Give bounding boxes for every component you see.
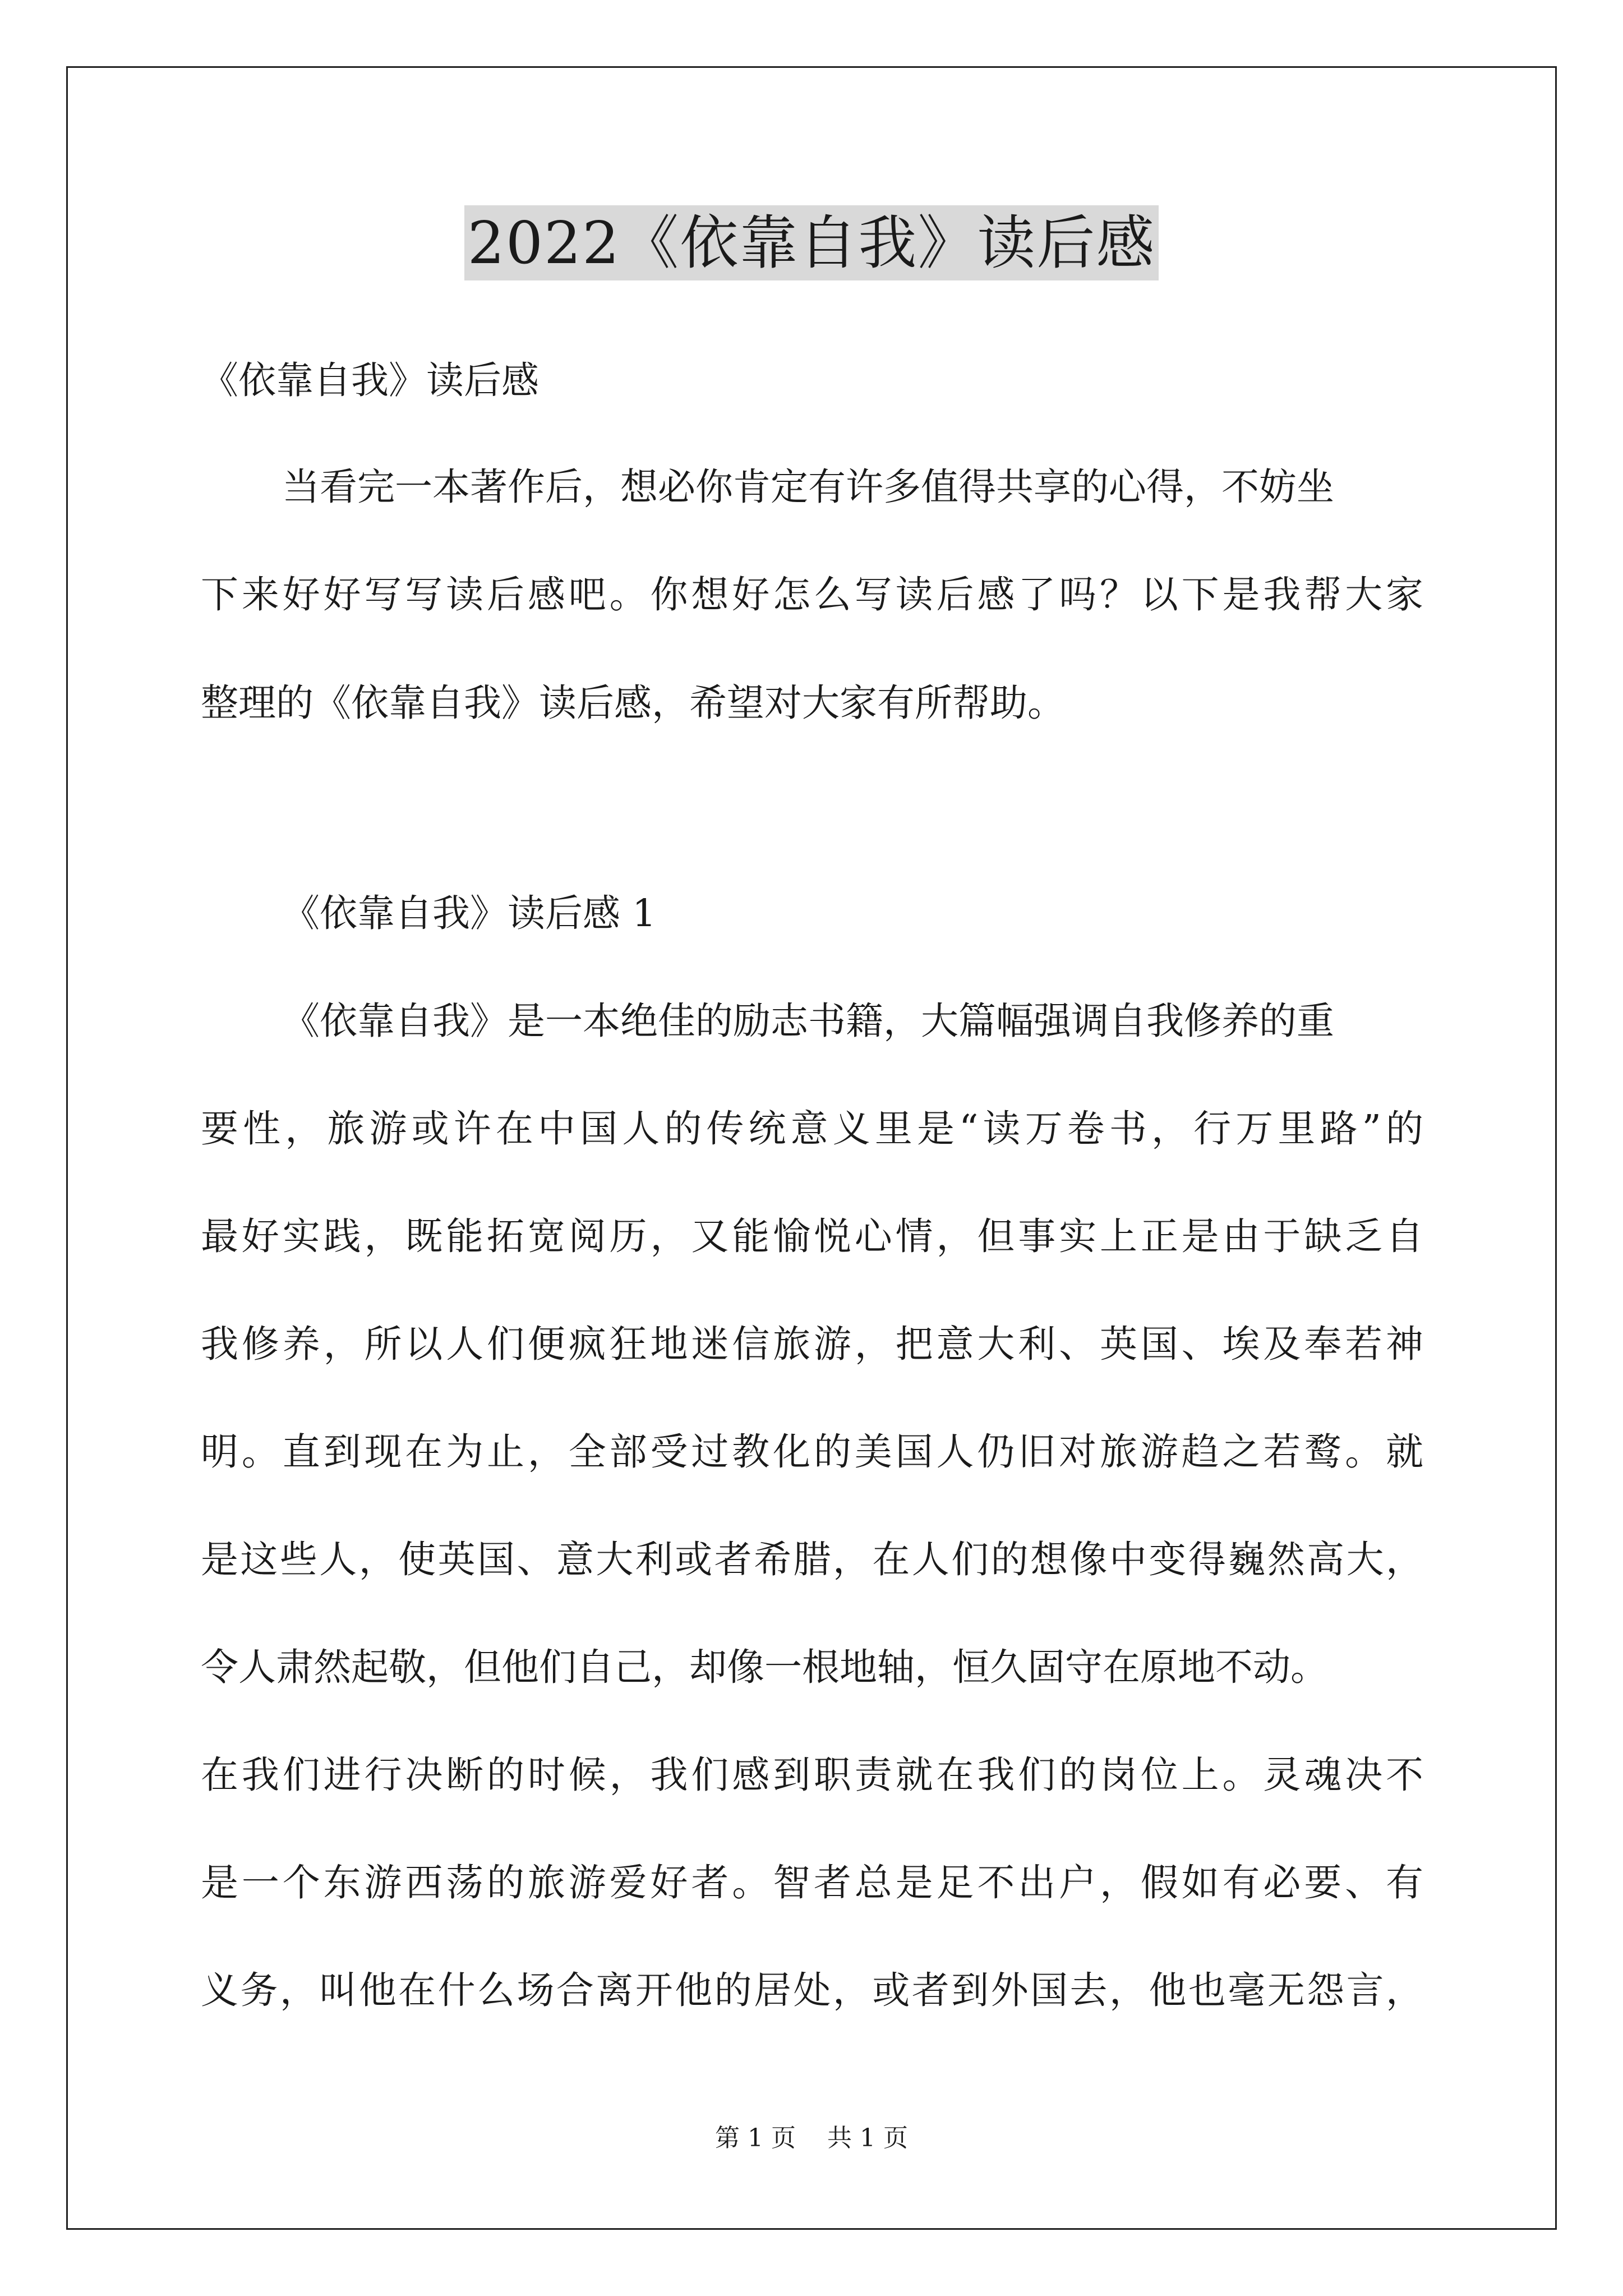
body-line-5: 明。直到现在为止，全部受过教化的美国人仍旧对旅游趋之若鹜。就 bbox=[201, 1430, 1423, 1474]
section-heading: 《依靠自我》读后感 1 bbox=[282, 891, 656, 935]
body-line-8: 在我们进行决断的时候，我们感到职责就在我们的岗位上。灵魂决不 bbox=[201, 1753, 1423, 1797]
body-line-1: 《依靠自我》是一本绝佳的励志书籍，大篇幅强调自我修养的重 bbox=[282, 999, 1334, 1043]
page-total: 共 1 页 bbox=[827, 2124, 908, 2152]
intro-line-3: 整理的《依靠自我》读后感，希望对大家有所帮助。 bbox=[201, 681, 1065, 725]
body-line-6: 是这些人，使英国、意大利或者希腊，在人们的想像中变得巍然高大， bbox=[201, 1538, 1423, 1581]
page-number: 第 1 页 bbox=[715, 2124, 796, 2152]
body-line-10: 义务，叫他在什么场合离开他的居处，或者到外国去，他也毫无怨言， bbox=[201, 1968, 1423, 2012]
body-line-2: 要性，旅游或许在中国人的传统意义里是“读万卷书，行万里路”的 bbox=[201, 1107, 1423, 1151]
body-line-4: 我修养，所以人们便疯狂地迷信旅游，把意大利、英国、埃及奉若神 bbox=[201, 1322, 1423, 1366]
subtitle: 《依靠自我》读后感 bbox=[201, 358, 539, 402]
intro-line-1: 当看完一本著作后，想必你肯定有许多值得共享的心得，不妨坐 bbox=[282, 465, 1334, 509]
body-line-9: 是一个东游西荡的旅游爱好者。智者总是足不出户，假如有必要、有 bbox=[201, 1861, 1423, 1904]
document-title bbox=[0, 201, 1623, 285]
body-line-7: 令人肃然起敬，但他们自己，却像一根地轴，恒久固守在原地不动。 bbox=[201, 1645, 1328, 1689]
page-footer bbox=[0, 2122, 1623, 2155]
body-line-3: 最好实践，既能拓宽阅历，又能愉悦心情，但事实上正是由于缺乏自 bbox=[201, 1214, 1423, 1258]
intro-line-2: 下来好好写写读后感吧。你想好怎么写读后感了吗？以下是我帮大家 bbox=[201, 573, 1423, 616]
title-text: 2022《依靠自我》读后感 bbox=[464, 205, 1159, 280]
